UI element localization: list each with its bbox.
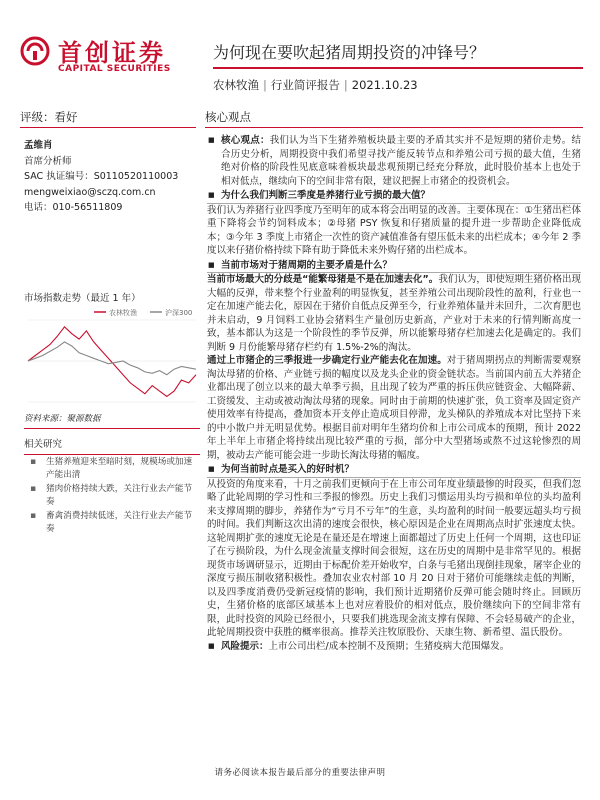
- title-divider: [213, 67, 583, 69]
- legal-footer: 请务必阅读本报告最后部分的重要法律声明: [214, 768, 386, 778]
- brand-name-cn: 首创证券: [58, 39, 166, 67]
- related-research-list: [24, 456, 200, 537]
- rating-heading: 评级：看好: [20, 106, 196, 128]
- core-view-heading: 核心观点: [205, 106, 583, 128]
- answer-paragraph-1: 我们认为养猪行业四季度乃至明年的成本将会出明显的改善。主要体现在：①生猪出栏体重下降将会节约饲料成本；②母猪 PSY 恢复和仔猪质量的提升进一步帮助企业降低成本；③今年 3 季度上市猪企一次性的资产减值准备有望压低未来的出栏成本；④今年 2 季度以来仔猪价格持续下降有助于降低未来外购仔猪的出栏成本。: [207, 204, 581, 256]
- brand-mark-icon: [20, 36, 50, 66]
- market-index-chart: [24, 306, 200, 406]
- answer-paragraph-3: [207, 354, 581, 462]
- chart-title: 市场指数走势（最近 1 年）: [24, 293, 141, 304]
- answer-2-text: 我们认为，即使短期生猪价格出现大幅的反弹，带来整个行业盈利的明显恢复，甚至养殖公司出现阶段性的盈利，行业也一定在加速产能去化，原因在于猪价自低点反弹至今，行业养殖体量并未回升，二次育肥也并未启动，9 月饲料工业协会猪料生产量创历史新高，产业对于未来的行情判断高度一致，基本都认为这是一个阶段性的季节反弹，所以能繁母猪存栏加速去化是确定的。我们判断 9 月份能繁母猪存栏约有 1.5%-2%的淘汰。: [207, 274, 581, 353]
- risk-paragraph: [207, 640, 581, 654]
- question-heading-1: ■ 为什么我们判断三季度是养猪行业亏损的最大值？: [207, 189, 581, 204]
- analyst-license: SAC 执证编号：S0110520110003: [24, 171, 179, 182]
- report-title: 为何现在要吹起猪周期投资的冲锋号？: [213, 43, 486, 62]
- chart-series-line-1: [28, 342, 196, 375]
- analyst-name: 孟维肖: [24, 140, 53, 151]
- chart-divider: [24, 428, 200, 429]
- analyst-email[interactable]: mengweixiao@sczq.com.cn: [24, 186, 156, 198]
- report-body: [207, 134, 581, 653]
- core-view-paragraph: [207, 134, 581, 188]
- answer-2-lead: 当前市场最大的分歧是“能繁母猪是不是在加速去化”。: [207, 274, 439, 285]
- chart-legend-label: 沪深300: [165, 309, 193, 317]
- chart-series-line-0: [28, 327, 196, 397]
- question-heading-2: ■ 当前市场对于猪周期的主要矛盾是什么？: [207, 259, 581, 274]
- answer-paragraph-4: 从投资的角度来看，十月之前我们更倾向于在上市公司年度业绩最惨的时段买，但我们忽略了此轮周期的学习性和三季报的惨烈。历史上我们习惯运用头均亏损和单位的头均盈利来支撑周期的脚步，养猪作为“亏月不亏年”的生意，头均盈利的时间一般要远超头均亏损的时间。我们判断这次出清的速度会很快，核心原因是企业在周期高点时扩张速度太快。这轮周期扩张的速度无论是在量还是在增速上面都超过了历史上任何一个周期，这也印证了在亏损阶段，为什么现金流量支撑时间会很短，这在历史的周期中是非常罕见的。根据现货市场调研显示，近期由于标配价差开始收窄，白条与毛猪出现倒挂现象，屠宰企业的深度亏损压制收猪积极性。叠加农业农村部 10 月 20 日对于猪价可能继续走低的判断，以及四季度消费仍受新冠疫情的影响，我们预计近期猪价反弹可能会随时终止。回顾历史，生猪价格的底部区域基本上也对应着股价的相对低点，股价继续向下的空间非常有限，此时投资的风险已经很小，只要我们挑选现金流支撑有保障、不会轻易破产的企业，此轮周期投资中获胜的概率很高。推荐关注牧原股份、天康生物、新希望、温氏股份。: [207, 478, 581, 638]
- related-research-item[interactable]: ▪ 畜禽消费持续低迷，关注行业去产能节奏: [24, 510, 200, 535]
- related-research-item[interactable]: ▪ 猪肉价格持续大跌，关注行业去产能节奏: [24, 483, 200, 508]
- answer-3-text: 对于猪周期拐点的判断需要观察淘汰母猪的价格、产业链亏损的幅度以及龙头企业的资金链状态。当前国内前五大养猪企业都出现了创立以来的最大单季亏损，且出现了较为严重的拆压供应链资金、大幅降薪、工资缓发、主动或被动淘汰母猪的现象。同时由于前期的快速扩张，负工资率及固定资产使用效率有待提高，叠加资本开支停止造成项目停滞，龙头梯队的养殖成本对比坚持下来的中小散户并无明显优势。根据目前对明年生猪均价和上市公司成本的预期，预计 2022 年上半年上市猪企将持续出现比较严重的亏损，部分中大型猪场或熬不过这轮惨烈的周期，被动去产能可能会进一步助长淘汰母猪的幅度。: [207, 355, 581, 461]
- core-view-label: 核心观点：: [221, 135, 270, 146]
- brand-logo: [20, 34, 198, 78]
- risk-text: 上市公司出栏/成本控制不及预期；生猪疫病大范围爆发。: [268, 640, 510, 652]
- analyst-info: [24, 138, 178, 216]
- answer-paragraph-2: [207, 273, 581, 354]
- analyst-phone: 电话：010-56511809: [24, 202, 123, 213]
- chart-source: 资料来源：聚源数据: [24, 414, 101, 424]
- brand-name-en: CAPITAL SECURITIES: [58, 64, 171, 74]
- core-view-text: 我们认为当下生猪养殖板块最主要的矛盾其实并不是短期的猪价走势。结合历史分析，周期投资中我们希望寻找产能反转节点和养殖公司亏损的最大值，生猪绝对价格的阶段性见底意味着板块最悲观预期已经充分释放，此时股价基本上也处于相对低点，继续向下的空间非常有限，建议把握上市猪企的投资机会。: [221, 135, 581, 187]
- report-sector: 农林牧渔: [213, 78, 259, 92]
- risk-label: 风险提示：: [221, 640, 269, 652]
- report-date: 2021.10.23: [351, 78, 418, 92]
- report-meta: 农林牧渔 | 行业简评报告 | 2021.10.23: [213, 78, 418, 92]
- answer-3-lead: 通过上市猪企的三季报进一步确定行业产能去化在加速。: [207, 355, 447, 366]
- chart-legend-label: 农林牧渔: [109, 309, 137, 317]
- question-heading-3: ■ 为何当前时点是买入的好时机？: [207, 463, 581, 478]
- related-research-heading: 相关研究: [24, 436, 200, 455]
- analyst-title: 首席分析师: [24, 155, 72, 167]
- related-research-item[interactable]: ▪ 生猪养殖迎来至暗时刻，规模场或加速产能出清: [24, 456, 200, 481]
- report-type: 行业简评报告: [270, 78, 340, 92]
